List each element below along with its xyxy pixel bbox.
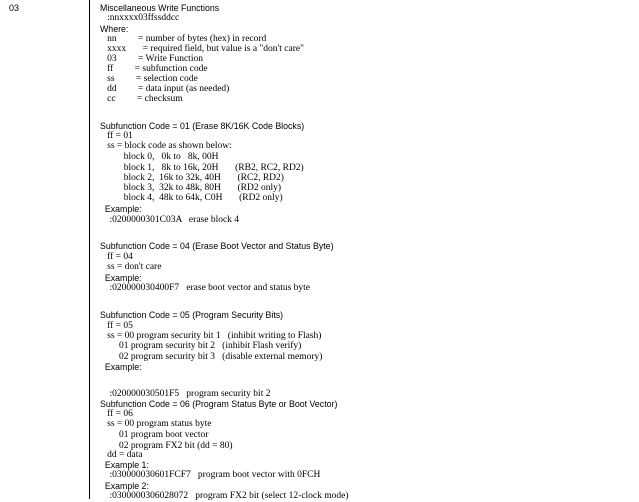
section-text-line: Subfunction Code = 01 (Erase 8K/16K Code Blocks) <box>100 121 305 131</box>
code-text-line: ff = subfunction code <box>100 64 208 74</box>
function-code-cell: 03 <box>9 3 20 13</box>
section-text-line: Example: <box>100 273 142 283</box>
code-text-line: ss = don't care <box>100 262 162 272</box>
code-text-line: :0200000301C03A erase block 4 <box>100 215 240 225</box>
section-text-line: Example 2: <box>100 481 149 491</box>
section-text-line: Subfunction Code = 06 (Program Status Byte or Boot Vector) <box>100 399 338 409</box>
code-text-line: block 4, 48k to 64k, C0H (RD2 only) <box>100 193 283 203</box>
code-text-line: :nnxxxx03ffssddcc <box>100 13 180 23</box>
code-text-line: ff = 05 <box>100 321 133 331</box>
code-text-line: ff = 01 <box>100 131 133 141</box>
code-text-line: block 0, 0k to 8k, 00H <box>100 152 219 162</box>
code-text-line: 03 = Write Function <box>100 54 203 64</box>
code-text-line: ss = 00 program status byte <box>100 419 212 429</box>
code-text-line: nn = number of bytes (hex) in record <box>100 34 267 44</box>
section-text-line: Where: <box>100 24 129 34</box>
code-text-line: :0300000306028072 program FX2 bit (select 12-clock mode) <box>100 491 349 501</box>
code-text-line: block 1, 8k to 16k, 20H (RB2, RC2, RD2) <box>100 163 304 173</box>
code-text-line: block 2, 16k to 32k, 40H (RC2, RD2) <box>100 173 284 183</box>
code-text-line: 01 program boot vector <box>100 430 209 440</box>
code-text-line: ff = 04 <box>100 252 133 262</box>
code-text-line: 02 program FX2 bit (dd = 80) <box>100 441 233 451</box>
section-text-line: Subfunction Code = 05 (Program Security Bits) <box>100 310 284 320</box>
section-text-line: Miscellaneous Write Functions <box>100 3 220 13</box>
code-text-line: ss = block code as shown below: <box>100 141 232 151</box>
code-text-line: block 3, 32k to 48k, 80H (RD2 only) <box>100 183 282 193</box>
section-text-line: Subfunction Code = 04 (Erase Boot Vector and Status Byte) <box>100 241 334 251</box>
section-text-line: Example: <box>100 362 142 372</box>
section-text-line: Example: <box>100 204 142 214</box>
code-text-line: ss = selection code <box>100 74 198 84</box>
code-text-line: ff = 06 <box>100 409 133 419</box>
column-divider <box>89 0 90 499</box>
code-text-line: cc = checksum <box>100 94 183 104</box>
code-text-line: 02 program security bit 3 (disable external memory) <box>100 352 323 362</box>
code-text-line: :030000030601FCF7 program boot vector with 0FCH <box>100 470 321 480</box>
section-text-line: Example 1: <box>100 460 149 470</box>
code-text-line: xxxx = required field, but value is a "don't care" <box>100 44 304 54</box>
code-text-line: dd = data input (as needed) <box>100 84 230 94</box>
code-text-line: ss = 00 program security bit 1 (inhibit writing to Flash) <box>100 331 322 341</box>
code-text-line: dd = data <box>100 450 143 460</box>
code-text-line: :020000030501F5 program security bit 2 <box>100 389 271 399</box>
code-text-line: 01 program security bit 2 (inhibit Flash verify) <box>100 341 302 351</box>
code-text-line: :020000030400F7 erase boot vector and status byte <box>100 283 311 293</box>
